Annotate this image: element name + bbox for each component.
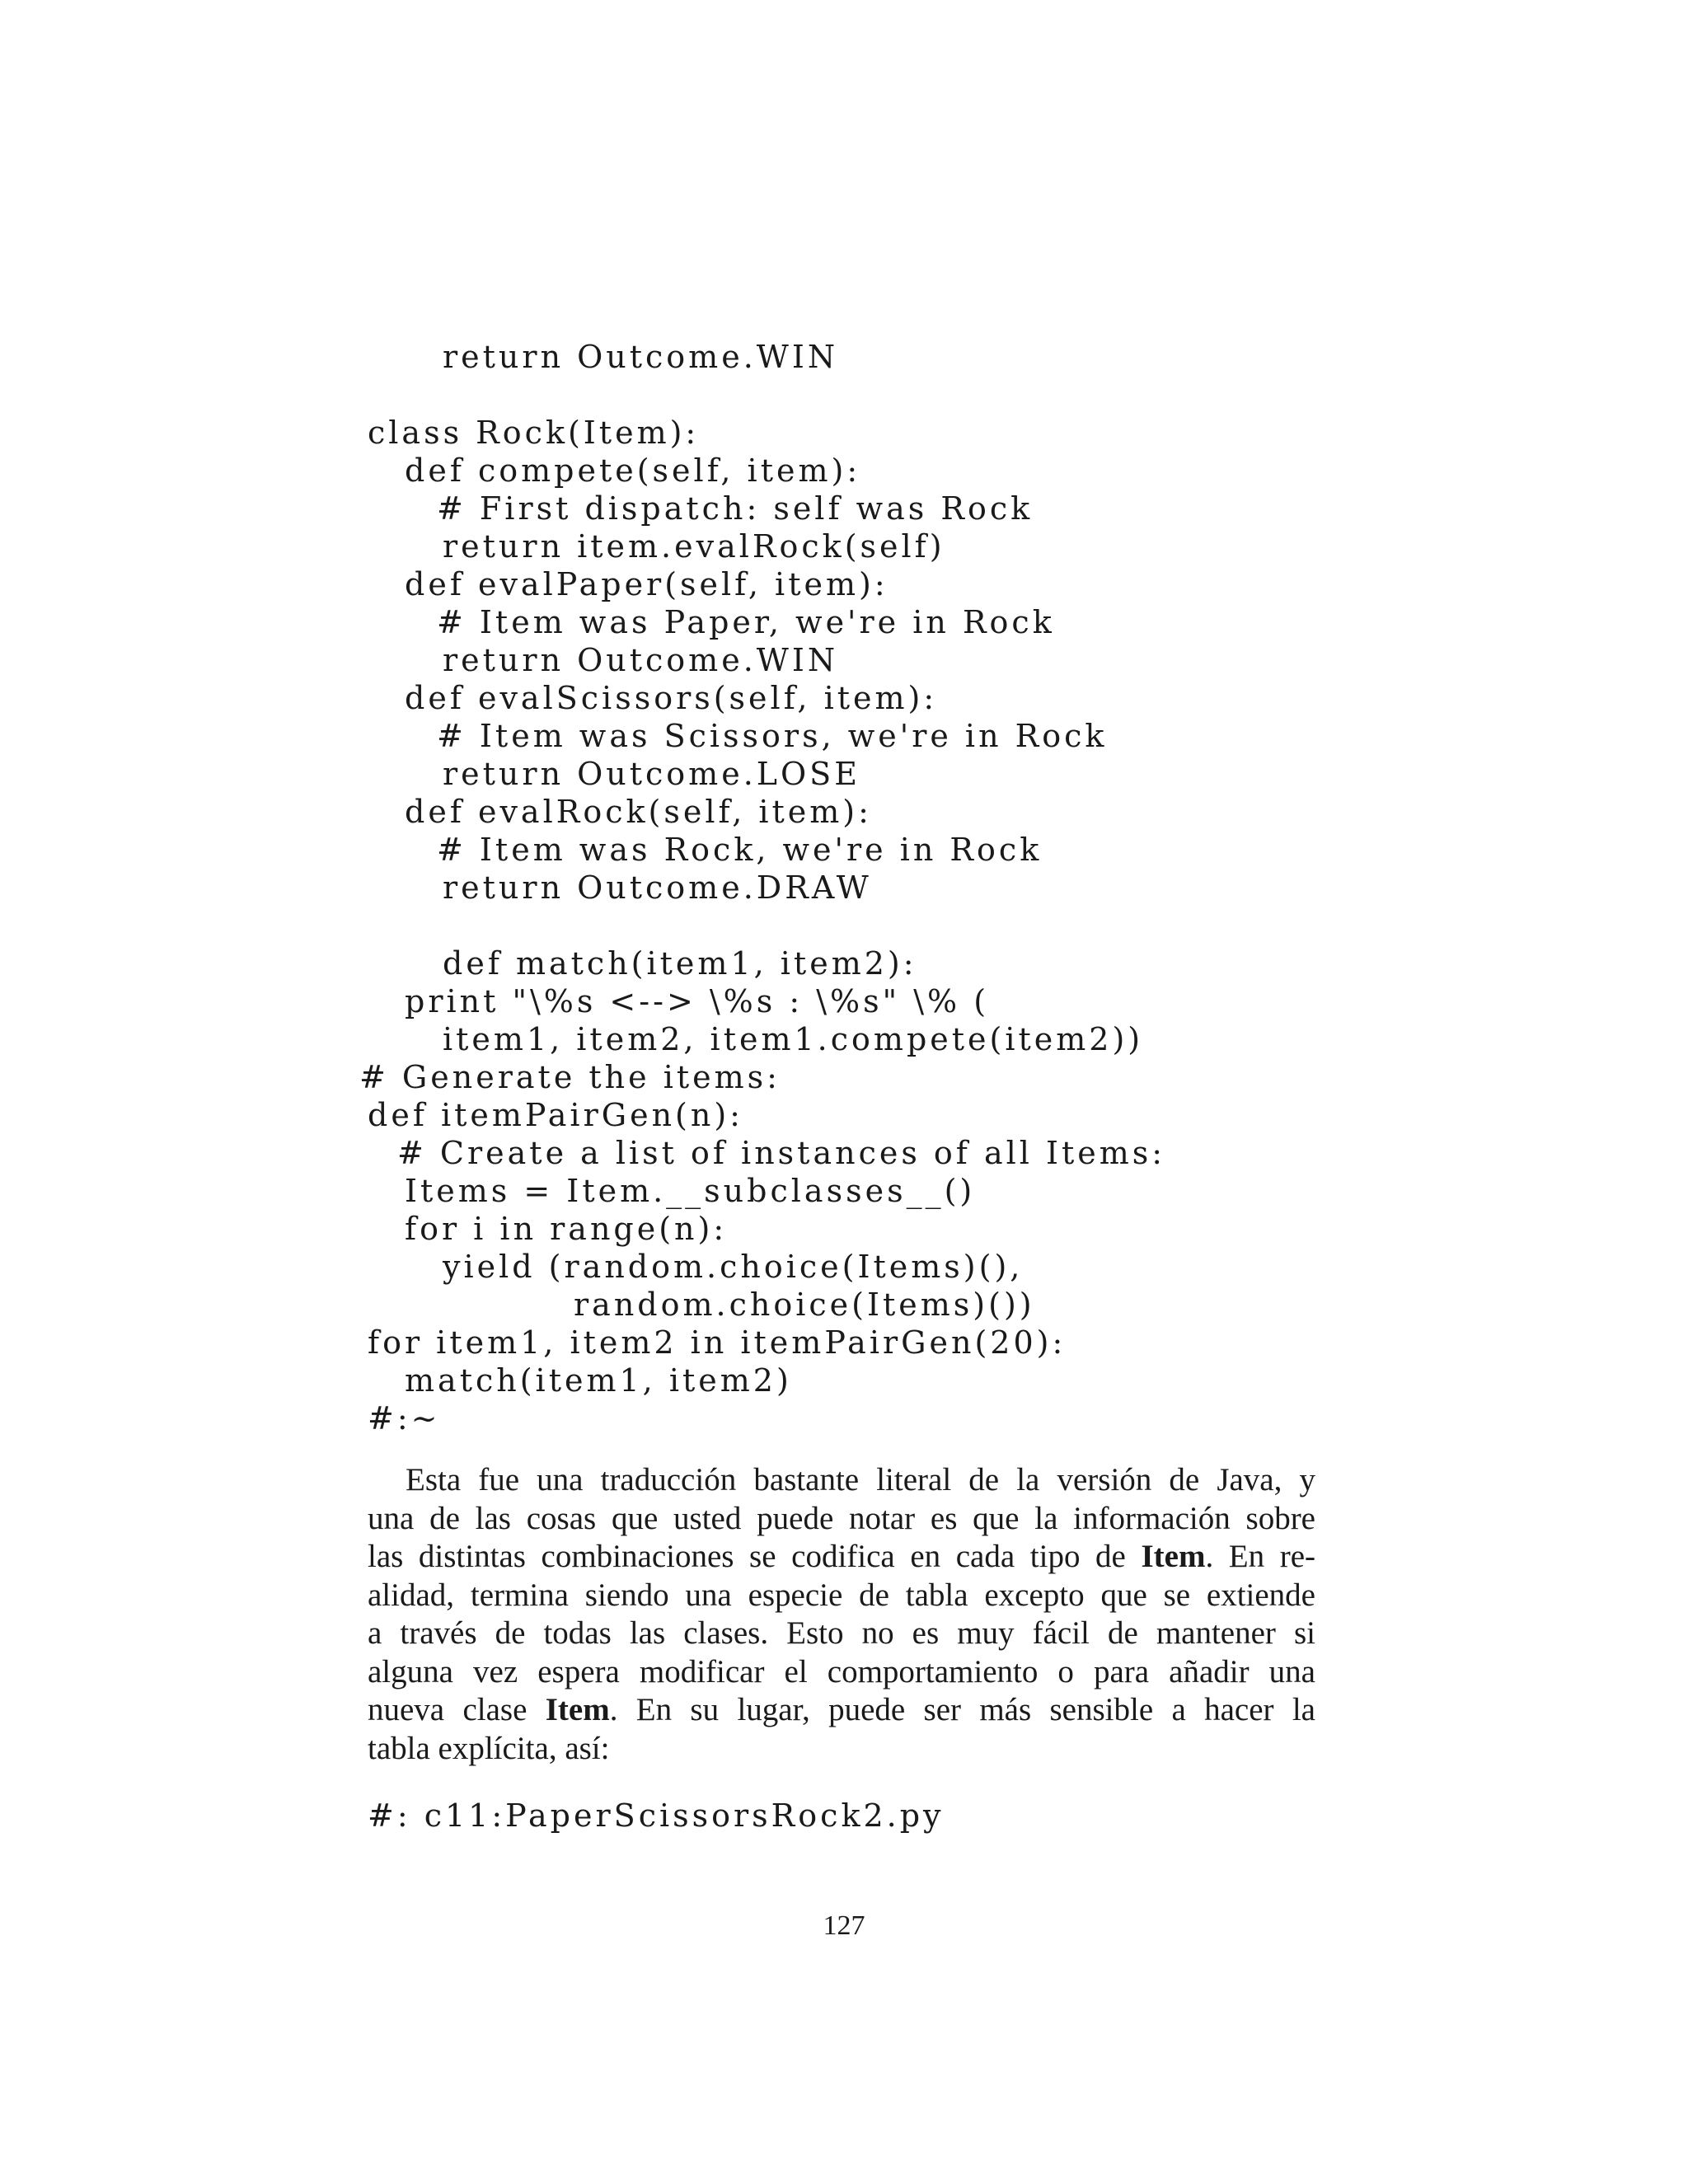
paragraph-line: una de las cosas que usted puede notar es que la información sobre bbox=[368, 1500, 1315, 1536]
paragraph-line: Esta fue una traducción bastante literal de la versión de Java, y bbox=[406, 1462, 1315, 1497]
code-line: print "\%s <--> \%s : \%s" \% ( bbox=[405, 983, 990, 1019]
code-line: #:~ bbox=[368, 1400, 441, 1436]
paragraph-line: alguna vez espera modificar el comportamiento o para añadir una bbox=[368, 1653, 1315, 1690]
code-line: # Item was Rock, we're in Rock bbox=[437, 832, 1043, 868]
code-line: #: c11:PaperScissorsRock2.py bbox=[368, 1797, 945, 1834]
code-line: for i in range(n): bbox=[405, 1211, 728, 1247]
paragraph-text: . En su lugar, puede ser más sensible a hacer la bbox=[609, 1692, 1315, 1727]
class-name-item: Item bbox=[1141, 1539, 1206, 1574]
code-line: def evalScissors(self, item): bbox=[405, 680, 938, 716]
paragraph-line: alidad, termina siendo una especie de tabla excepto que se extiende bbox=[368, 1577, 1315, 1613]
code-line: def itemPairGen(n): bbox=[368, 1097, 743, 1133]
code-line: return Outcome.WIN bbox=[443, 642, 839, 678]
code-line: match(item1, item2) bbox=[405, 1362, 792, 1399]
paragraph-text: . En re- bbox=[1205, 1539, 1315, 1574]
code-line: class Rock(Item): bbox=[368, 415, 700, 451]
code-line: # Item was Scissors, we're in Rock bbox=[437, 718, 1108, 754]
code-line: # Create a list of instances of all Items: bbox=[397, 1135, 1166, 1171]
code-line: def evalRock(self, item): bbox=[405, 794, 872, 830]
paragraph-line: a través de todas las clases. Esto no es muy fácil de mantener si bbox=[368, 1615, 1315, 1651]
code-line: def evalPaper(self, item): bbox=[405, 566, 889, 602]
code-line: Items = Item.__subclasses__() bbox=[405, 1173, 976, 1209]
paragraph-line: tabla explícita, así: bbox=[368, 1730, 610, 1766]
code-line: item1, item2, item1.compete(item2)) bbox=[443, 1021, 1144, 1057]
code-line: random.choice(Items)()) bbox=[574, 1286, 1035, 1323]
code-line: def compete(self, item): bbox=[405, 452, 861, 489]
code-line: return Outcome.DRAW bbox=[443, 869, 872, 906]
paragraph-line bbox=[368, 1691, 1315, 1730]
code-line: # Item was Paper, we're in Rock bbox=[437, 604, 1055, 640]
paragraph-line bbox=[368, 1538, 1315, 1577]
code-line: for item1, item2 in itemPairGen(20): bbox=[368, 1324, 1067, 1361]
paragraph-text: las distintas combinaciones se codifica en cada tipo de bbox=[368, 1539, 1142, 1574]
paragraph-text: nueva clase bbox=[368, 1692, 546, 1727]
code-line: # Generate the items: bbox=[359, 1059, 781, 1095]
code-line: return Outcome.WIN bbox=[443, 339, 839, 375]
body-paragraph bbox=[368, 1461, 1315, 1768]
code-line: # First dispatch: self was Rock bbox=[437, 490, 1034, 527]
code-line: return item.evalRock(self) bbox=[443, 528, 945, 565]
page-number: 127 bbox=[823, 1910, 865, 1941]
code-line: def match(item1, item2): bbox=[443, 945, 917, 982]
code-line: yield (random.choice(Items)(), bbox=[443, 1249, 1024, 1285]
code-line: return Outcome.LOSE bbox=[443, 756, 860, 792]
class-name-item: Item bbox=[545, 1692, 610, 1727]
